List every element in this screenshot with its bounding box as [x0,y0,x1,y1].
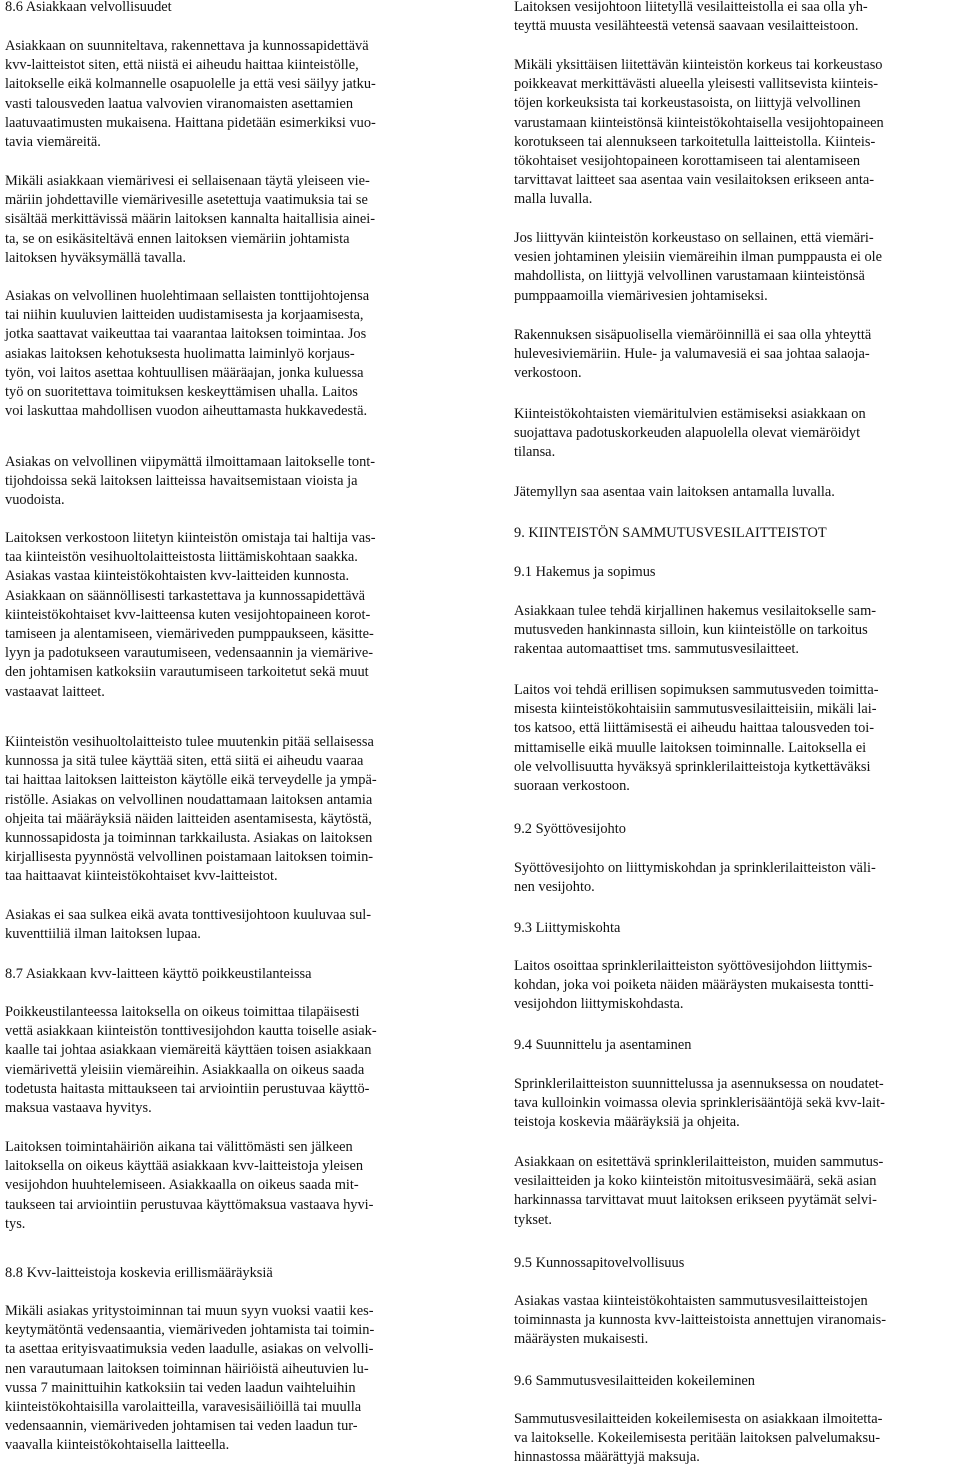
section-heading-9-1: 9.1 Hakemus ja sopimus [514,564,656,580]
paragraph: Sammutusvesilaitteiden kokeilemisesta on asiakkaan ilmoitetta- va laitokselle. Kokeilemisesta peritään laitoksen palvelumaksu- hinnastossa määrättyjä maksuja. [514,1411,883,1466]
section-heading-9: 9. KIINTEISTÖN SAMMUTUSVESILAITTEISTOT [514,525,827,541]
paragraph: Laitos voi tehdä erillisen sopimuksen sammutusveden toimitta- misesta kiinteistökohtaisiin sammutusvesilaitteisiin, mikäli lai- tos katsoo, että liittämisestä ei aiheudu haittaa talousveden toi- mittamiselle eikä muulle laitoksen toiminnalle. Laitoksella ei ole velvollisuutta hyväksyä sprinklerilaitteistoja kytkettäväksi suoraan verkostoon. [514,682,879,795]
section-heading-9-2: 9.2 Syöttövesijohto [514,821,626,837]
paragraph: Asiakkaan on esitettävä sprinklerilaitteiston, muiden sammutus- vesilaitteiden ja koko kiinteistön mitoitusvesimäärä, sekä asian harkinnassa tarvittavat muut laitoksen erikseen pyytämät selvi- tykset. [514,1154,884,1228]
paragraph: Laitos osoittaa sprinklerilaitteiston syöttövesijohdon liittymis- kohdan, joka voi poiketa näiden määräysten mukaisesta tontti- vesijohdon liittymiskohdasta. [514,958,874,1013]
paragraph: Kiinteistön vesihuoltolaitteisto tulee muutenkin pitää sellaisessa kunnossa ja sitä tulee käyttää siten, että siitä ei aiheudu vaaraa tai haittaa laitoksen laitteiston käytölle eikä terveydelle ja ympä- ristölle. Asiakas on velvollinen noudattamaan laitoksen antamia ohjeita tai määräyksiä näiden laitteiden asentamisesta, käytöstä, kunnossapidosta ja toiminnan tarkkailusta. Asiakas on laitoksen kirjallisesta pyynnöstä velvollinen poistamaan laitoksen toimin- taa haittaavat kiinteistökohtaiset kvv-laitteistot. [5,734,377,885]
paragraph: Asiakkaan tulee tehdä kirjallinen hakemus vesilaitokselle sam- mutusveden hankinnasta silloin, kun kiinteistölle on tarkoitus rakentaa automaattiset tms. sammutusvesilaitteet. [514,603,877,658]
section-heading-8-6: 8.6 Asiakkaan velvollisuudet [5,0,172,15]
paragraph: Sprinklerilaitteiston suunnittelussa ja asennuksessa on noudatet- tava kulloinkin voimassa olevia sprinklerisääntöjä sekä kvv-lait- teistoja koskevia määräyksiä ja ohjeita. [514,1076,885,1131]
paragraph: Asiakas vastaa kiinteistökohtaisten sammutusvesilaitteistojen toiminnasta ja kunnosta kvv-laitteistoista annettujen viranomais- määräysten mukaisesti. [514,1293,887,1348]
paragraph: Poikkeustilanteessa laitoksella on oikeus toimittaa tilapäisesti vettä asiakkaan kiinteistön tonttivesijohdon kautta toiselle asiak- kaalle tai johtaa asiakkaan viemäreitä käyttäen toisen asiakkaan viemärivettä yleisiin viemäreihin. Asiakkaalla on oikeus saada todetusta haitasta mittaukseen tai arviointiin perustuvaa käyttö- maksua vastaava hyvitys. [5,1004,377,1117]
section-heading-9-3: 9.3 Liittymiskohta [514,920,621,936]
section-heading-9-5: 9.5 Kunnossapitovelvollisuus [514,1255,685,1271]
section-heading-8-7: 8.7 Asiakkaan kvv-laitteen käyttö poikkeustilanteissa [5,966,312,982]
paragraph: Syöttövesijohto on liittymiskohdan ja sprinklerilaitteiston väli- nen vesijohto. [514,860,876,896]
paragraph: Laitoksen vesijohtoon liitetyllä vesilaitteistolla ei saa olla yh- teyttä muusta vesilähteestä vetensä saavaan vesilaitteistoon. [514,0,868,35]
paragraph: Asiakas ei saa sulkea eikä avata tonttivesijohtoon kuuluvaa sul- kuventtiiliä ilman laitoksen lupaa. [5,907,372,943]
paragraph: Rakennuksen sisäpuolisella viemäröinnillä ei saa olla yhteyttä hulevesiviemäriin. Hule- ja valumavesiä ei saa johtaa salaoja- verkostoon. [514,327,872,382]
paragraph: Asiakas on velvollinen viipymättä ilmoittamaan laitokselle tont- tijohdoissa sekä laitoksen laitteissa havaitsemistaan vioista ja vuodoista. [5,454,376,509]
paragraph: Jos liittyvän kiinteistön korkeustaso on sellainen, että viemäri- vesien johtaminen yleisiin viemäreihin ilman pumppausta ei ole mahdollista, on liittyjä velvollinen varustamaan kiinteistönsä pumppaamoilla viemärivesien johtamiseksi. [514,230,883,304]
section-heading-8-8: 8.8 Kvv-laitteistoja koskevia erillismääräyksiä [5,1265,273,1281]
paragraph: Kiinteistökohtaisten viemäritulvien estämiseksi asiakkaan on suojattava padotuskorkeuden alapuolella olevat viemäröidyt tilansa. [514,406,866,461]
paragraph: Asiakkaan on suunniteltava, rakennettava ja kunnossapidettävä kvv-laitteistot siten, että niistä ei aiheudu haittaa kiinteistölle, laitokselle eikä kolmannelle osapuolelle ja että vesi säilyy jatku- vasti talousveden laatua valvovien viranomaisten asettamien laatuvaatimusten mukaisena. Haittana pidetään esimerkiksi vuo- tavia viemäreitä. [5,38,376,151]
paragraph: Laitoksen toimintahäiriön aikana tai välittömästi sen jälkeen laitoksella on oikeus käyttää asiakkaan kvv-laitteistoja yleisen vesijohdon huuhtelemiseen. Asiakkaalla on oikeus saada mit- taukseen tai arviointiin perustuvaa käyttömaksua vastaava hyvi- tys. [5,1139,374,1232]
section-heading-9-6: 9.6 Sammutusvesilaitteiden kokeileminen [514,1373,756,1389]
section-heading-9-4: 9.4 Suunnittelu ja asentaminen [514,1037,692,1053]
paragraph: Asiakas on velvollinen huolehtimaan sellaisten tonttijohtojensa tai niihin kuuluvien laitteiden uudistamisesta ja korjaamisesta, jotka saattavat vaikeuttaa tai vaarantaa laitoksen toimintaa. Jos asiakas laitoksen kehotuksesta huolimatta laiminlyö korjaus- työn, voi laitos asettaa kohtuullisen määräajan, jonka kuluessa työ on suoritettava toimituksen keskeyttämisen uhalla. Laitos voi laskuttaa mahdollisen vuodon aiheuttamasta hukkavedestä. [5,288,370,420]
paragraph: Jätemyllyn saa asentaa vain laitoksen antamalla luvalla. [514,484,835,500]
paragraph: Mikäli yksittäisen liitettävän kiinteistön korkeus tai korkeustaso poikkeavat merkittävästi alueella yleisesti vallitsevista kiinteis- töjen korkeuksista tai korkeustasoista, on liittyjä velvollinen varustamaan kiinteistönsä kiinteistökohtaisella vesijohtopaineen korotukseen tai alennukseen tarkoitetulla laitteistolla. Kiinteis- tökohtaiset vesijohtopaineen korottamiseen tai alentamiseen tarvittavat laitteet saa asentaa vain vesilaitoksen erikseen anta- malla luvalla. [514,57,884,208]
paragraph: Laitoksen verkostoon liitetyn kiinteistön omistaja tai haltija vas- taa kiinteistön vesihuoltolaitteistosta liittämiskohtaan saakka. Asiakas vastaa kiinteistökohtaisten kvv-laitteiden kunnosta. Asiakkaan on säännöllisesti tarkastettava ja kunnossapidettävä kiinteistökohtaiset kvv-laitteensa kuten vesijohtopaineen korot- tamiseen ja alentamiseen, viemäriveden pumppaukseen, käsitte- lyyn ja padotukseen varautumiseen, vedensaannin ja viemärive- den johtamisen katkoksiin varautumiseen tarkoitetut sekä muut vastaavat laitteet. [5,530,376,700]
paragraph: Mikäli asiakkaan viemärivesi ei sellaisenaan täytä yleiseen vie- märiin johdettaville viemärivesille asetettuja vaatimuksia tai se sisältää merkittävissä määrin laitoksen kannalta haitallisia ainei- ta, se on esikäsiteltävä ennen laitoksen viemäriin johtamista laitoksen hyväksymällä tavalla. [5,173,376,266]
paragraph: Mikäli asiakas yritystoiminnan tai muun syyn vuoksi vaatii kes- keytymätöntä vedensaantia, viemäriveden johtamista tai toimin- ta asettaa erityisvaatimuksia veden laadulle, asiakas on velvolli- nen varautumaan laitoksen toiminnan häiriöistä aiheutuvien lu- vussa 7 mainittuihin katkoksiin tai veden laadun vaihteluihin kiinteistökohtaisilla varolaitteilla, varavesisäiliöillä tai muulla vedensaannin, viemäriveden johtamisen tai veden laadun tur- vaavalla kiinteistökohtaisella laitteella. [5,1303,375,1454]
